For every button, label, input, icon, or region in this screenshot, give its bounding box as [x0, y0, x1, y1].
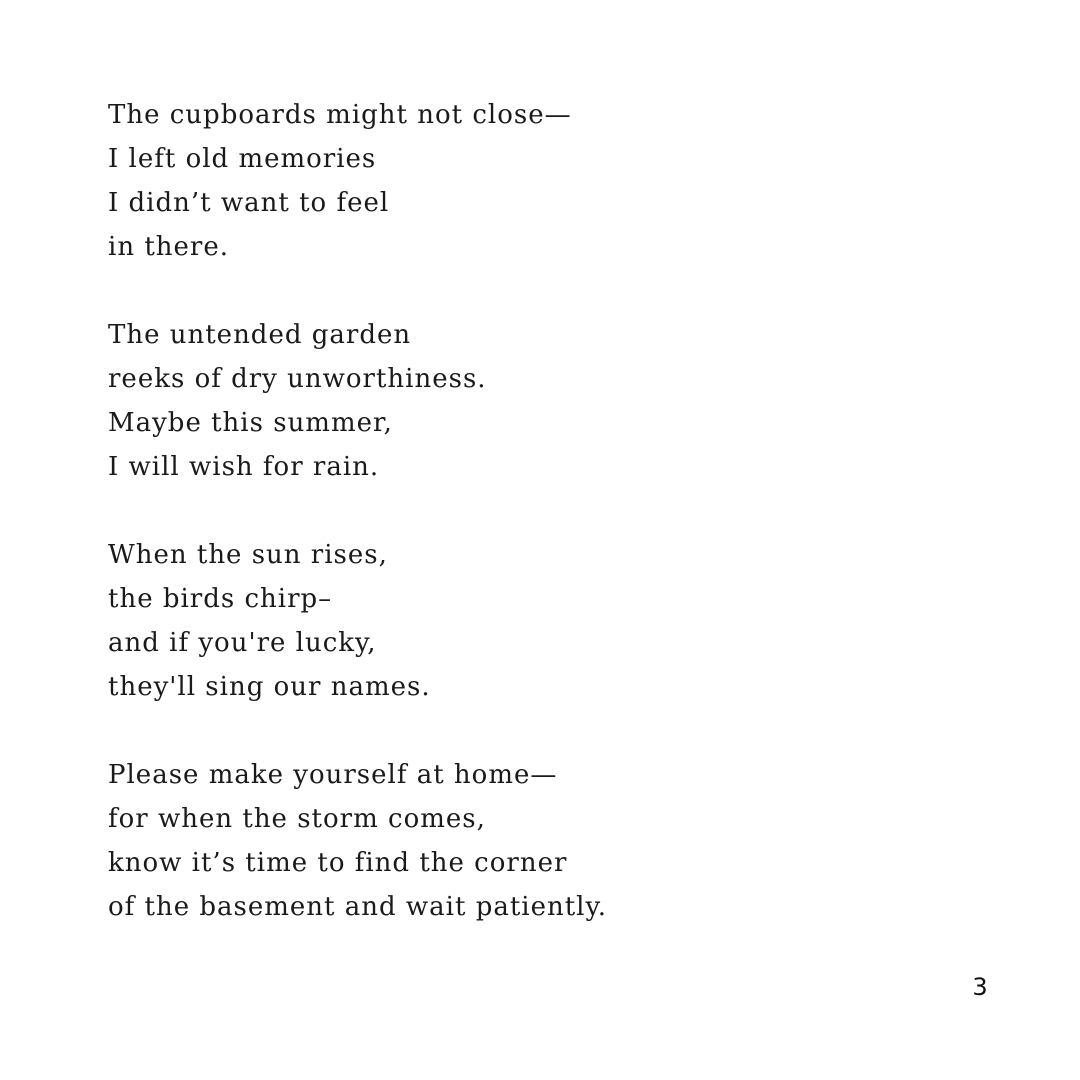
poem-line: and if you're lucky, — [108, 628, 377, 658]
stanza-3 — [108, 533, 968, 709]
poem-line: for when the storm comes, — [108, 804, 486, 834]
poem-line: reeks of dry unworthiness. — [108, 364, 487, 394]
poem-body — [108, 93, 968, 973]
poem-line: I will wish for rain. — [108, 452, 380, 482]
poem-line: Please make yourself at home— — [108, 760, 558, 790]
poem-line: The untended garden — [108, 320, 412, 350]
poem-line: they'll sing our names. — [108, 672, 431, 702]
poem-line: know it’s time to find the corner — [108, 848, 568, 878]
poem-line: the birds chirp– — [108, 584, 333, 614]
poem-line: of the basement and wait patiently. — [108, 892, 608, 922]
poem-line: The cupboards might not close— — [108, 100, 572, 130]
page-number: 3 — [972, 973, 988, 1001]
stanza-2 — [108, 313, 968, 489]
stanza-4 — [108, 753, 968, 929]
poem-line: in there. — [108, 232, 229, 262]
stanza-1 — [108, 93, 968, 269]
poem-line: I didn’t want to feel — [108, 188, 390, 218]
poem-line: When the sun rises, — [108, 540, 388, 570]
poem-line: I left old memories — [108, 144, 377, 174]
poem-line: Maybe this summer, — [108, 408, 393, 438]
